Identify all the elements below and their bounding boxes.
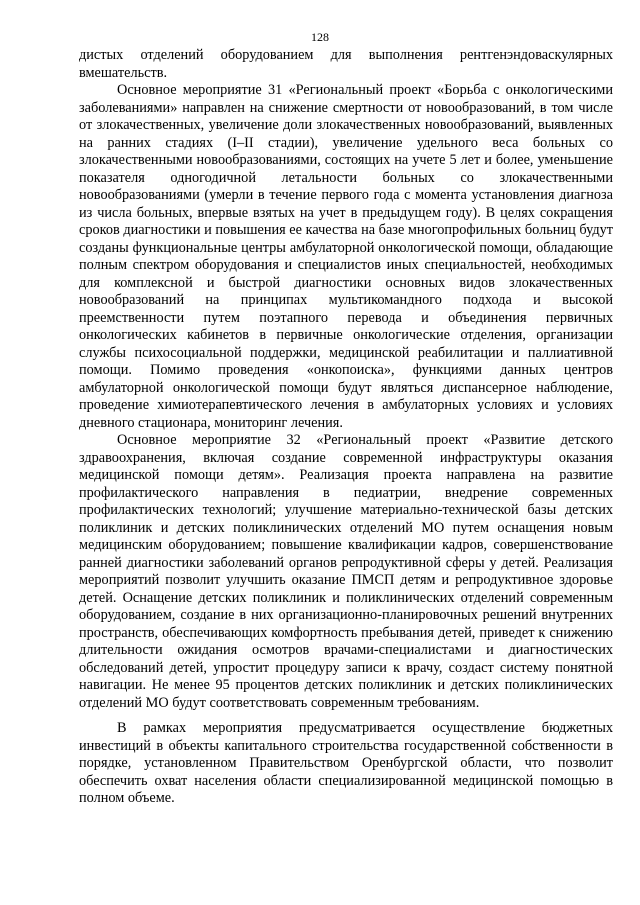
paragraph-activity-31: Основное мероприятие 31 «Региональный проект «Борьба с онкологическими заболеваниями» направлен на снижение смертности от новообразований, в том числе от злокачественных, увеличение доли злокачественных новообразований, выявленных на ранних стадиях (I–II стадии), увеличение удельного веса больных со злокачественными новообразованиями, состоящих на учете 5 лет и более, уменьшение показателя одногодичной летальности больных со злокачественными новообразованиями (умерли в течение первого года с момента установления диагноза из числа больных, впервые взятых на учет в предыдущем году). В целях сокращения сроков диагностики и повышения ее качества на базе многопрофильных больниц будут созданы функциональные центры амбулаторной онкологической помощи, обладающие полным спектром оборудования и специалистов иных специальностей, необходимых для комплексной и быстрой диагностики основных видов злокачественных новообразований на принципах мультикомандного подхода и высокой преемственности путем поэтапного перевода и объединения первичных онкологических кабинетов в первичные онкологические отделения, организации службы психосоциальной поддержки, медицинской реабилитации и паллиативной помощи. Помимо проведения «онкопоиска», функциями данных центров амбулаторной онкологической помощи будут являться диспансерное наблюдение, проведение химиотерапевтического лечения в амбулаторных условиях и условиях дневного стационара, мониторинг лечения.	[79, 82, 613, 431]
page-number: 128	[311, 30, 329, 44]
paragraph-investments: В рамках мероприятия предусматривается осуществление бюджетных инвестиций в объекты капитального строительства государственной собственности в порядке, установленном Правительством Оренбургской области, что позволит обеспечить охват населения области специализированной медицинской помощью в полном объеме.	[79, 720, 613, 806]
paragraph-activity-32: Основное мероприятие 32 «Региональный проект «Развитие детского здравоохранения, включая создание современной инфраструктуры оказания медицинской помощи детям». Реализация проекта направлена на развитие профилактического направления в педиатрии, внедрение современных профилактических технологий; улучшение материально-технической базы детских поликлиник и детских поликлинических отделений МО путем оснащения новым медицинским оборудованием; повышение квалификации кадров, совершенствование ранней диагностики заболеваний органов репродуктивной сферы у детей. Реализация мероприятий позволит улучшить оказание ПМСП детям и репродуктивное здоровье детей. Оснащение детских поликлиник и поликлинических отделений современным оборудованием, создание в них организационно-планировочных решений внутренних пространств, обеспечивающих комфортность пребывания детей, приведет к снижению длительности ожидания осмотров врачами-специалистами и диагностических обследований детей, упростит процедуру записи к врачу, создаст систему понятной навигации. Не менее 95 процентов детских поликлиник и детских поликлинических отделений МО будут соответствовать современным требованиям.	[79, 432, 613, 711]
body-text	[79, 47, 613, 808]
paragraph-continuation: дистых отделений оборудованием для выполнения рентгенэндоваскулярных вмешательств.	[79, 47, 613, 81]
